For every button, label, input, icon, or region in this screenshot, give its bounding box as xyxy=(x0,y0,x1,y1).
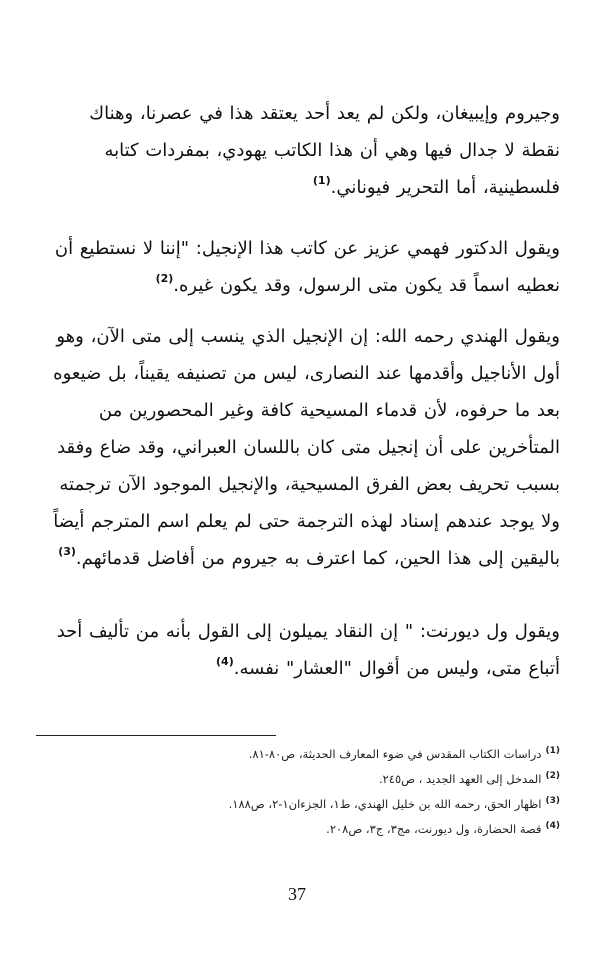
footnote-reference: (3) xyxy=(58,545,76,558)
footnote-separator xyxy=(36,735,276,736)
footnote-text: دراسات الكتاب المقدس في ضوء المعارف الحديثة، ص٨٠-٨١. xyxy=(248,747,542,761)
footnote-text: المدخل إلى العهد الجديد ، ص٢٤٥. xyxy=(378,772,542,786)
paragraph-2 xyxy=(34,230,560,304)
paragraph-line: بسبب تحريف بعض الفرق المسيحية، والإنجيل الموجود الآن ترجمته xyxy=(59,474,560,495)
footnote-reference: (1) xyxy=(312,174,331,187)
paragraph-line: نقطة لا جدال فيها وهي أن هذا الكاتب يهودي، بمفردات كتابه xyxy=(104,140,560,161)
paragraph-line: ويقول ول ديورنت: " إن النقاد يميلون إلى القول بأنه من تأليف أحد xyxy=(56,621,560,642)
footnote-number: (4) xyxy=(545,821,560,831)
paragraph-line: ويقول الدكتور فهمي عزيز عن كاتب هذا الإنجيل: "إننا لا نستطيع أن xyxy=(54,238,560,259)
paragraph-text: أتباع متى، وليس من أقوال "العشار" نفسه. xyxy=(233,658,560,679)
page-number: 37 xyxy=(288,884,306,904)
paragraph-line: أول الأناجيل وأقدمها عند النصارى، ليس من تصنيفه يقيناً، بل ضيعوه xyxy=(53,363,560,384)
paragraph-line: ويقول الهندي رحمه الله: إن الإنجيل الذي ينسب إلى متى الآن، وهو xyxy=(56,326,560,347)
footnote-item xyxy=(34,767,560,792)
paragraph-1 xyxy=(34,95,560,206)
paragraph-text: نعطيه اسماً قد يكون متى الرسول، وقد يكون غيره. xyxy=(173,275,560,296)
paragraph-line: المتأخرين على أن إنجيل متى كان باللسان العبراني، وقد ضاع وفقد xyxy=(57,437,560,458)
paragraph-last-line xyxy=(34,267,560,304)
footnotes xyxy=(34,742,560,842)
paragraph-text: فلسطينية، أما التحرير فيوناني. xyxy=(330,177,560,198)
paragraph-text: باليقين إلى هذا الحين، كما اعترف به جيروم من أفاضل قدمائهم. xyxy=(75,548,560,569)
footnote-item xyxy=(34,792,560,817)
footnote-item xyxy=(34,742,560,767)
paragraph-4 xyxy=(34,613,560,687)
footnote-text: اظهار الحق، رحمه الله بن خليل الهندي، ط١، الجزءان١-٢، ص١٨٨. xyxy=(228,797,542,811)
footnote-reference: (2) xyxy=(155,272,174,285)
footnote-number: (3) xyxy=(545,796,560,806)
paragraph-line: وجيروم وإيبيغان، ولكن لم يعد أحد يعتقد هذا في عصرنا، وهناك xyxy=(89,103,560,124)
paragraph-line: بعد ما حرفوه، لأن قدماء المسيحية كافة وغير المحصورين من xyxy=(98,400,560,421)
footnote-number: (2) xyxy=(545,771,560,781)
paragraph-last-line xyxy=(34,540,560,577)
paragraph-line: ولا يوجد عندهم إسناد لهذه الترجمة حتى لم يعلم اسم المترجم أيضاً xyxy=(53,511,560,532)
paragraph-last-line xyxy=(34,650,560,687)
paragraph-last-line xyxy=(34,169,560,206)
footnote-item xyxy=(34,817,560,842)
footnote-text: قصة الحضارة، ول ديورنت، مج٣، ج٣، ص٢٠٨. xyxy=(326,822,542,836)
paragraph-3 xyxy=(34,318,560,577)
footnote-reference: (4) xyxy=(216,655,234,668)
footnote-number: (1) xyxy=(545,746,560,756)
